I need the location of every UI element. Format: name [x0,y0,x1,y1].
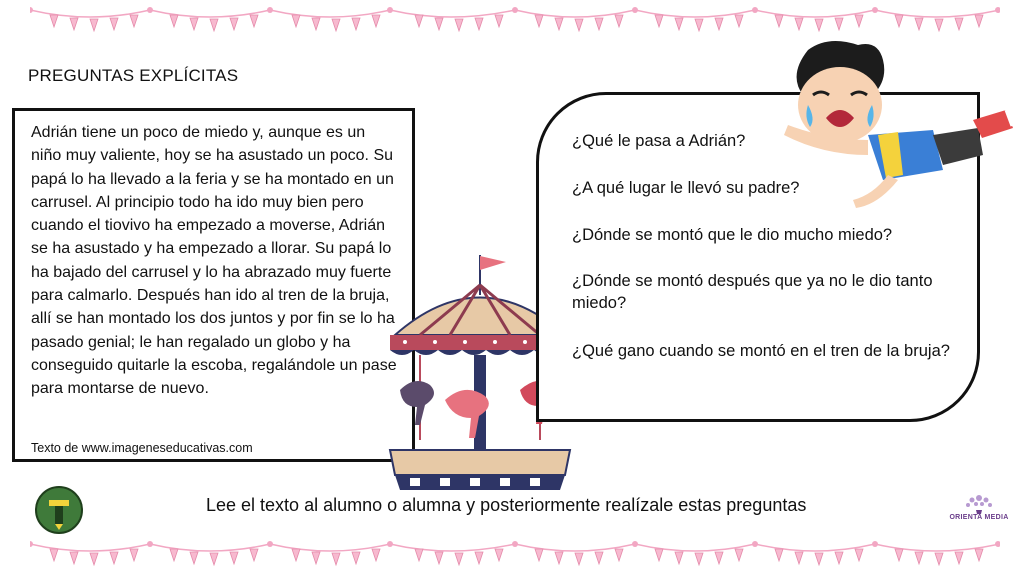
question-4: ¿Dónde se montó después que ya no le dio tanto miedo? [572,272,933,312]
bunting-garland-top-icon [30,2,1000,36]
story-credit: Texto de www.imageneseducativas.com [31,441,253,455]
question-5: ¿Qué gano cuando se montó en el tren de la bruja? [572,342,950,360]
pencil-badge-icon [35,486,83,534]
question-2: ¿A qué lugar le llevó su padre? [572,179,800,197]
story-box [12,108,415,462]
crying-boy-illustration [768,40,1016,218]
orientamedia-logo-text: ORIENTA MEDIA [949,514,1009,521]
question-1: ¿Qué le pasa a Adrián? [572,132,746,150]
story-text: Adrián tiene un poco de miedo y, aunque es un niño muy valiente, hoy se ha asustado un poco. Su papá lo ha llevado a la feria y se ha montado en un carrusel. Al principio todo ha ido muy bien pero cuando el tiovivo ha empezado a moverse, Adrián se ha asustado y ha empezado a llorar. Su papá lo ha bajado del carrusel y lo ha abrazado muy fuerte para calmarlo. Después han ido al tren de la bruja, allí se han montado los dos juntos y por fin se lo ha pasado genial; le han regalado un globo y ha conseguido quitarle la escoba, regalándole un pase para montarse de nuevo. [31,124,397,398]
instruction-text: Lee el texto al alumno o alumna y posteriormente realízale estas preguntas [206,495,807,515]
page-title: PREGUNTAS EXPLÍCITAS [28,66,239,85]
question-3: ¿Dónde se montó que le dio mucho miedo? [572,226,893,244]
bunting-garland-bottom-icon [30,536,1000,570]
